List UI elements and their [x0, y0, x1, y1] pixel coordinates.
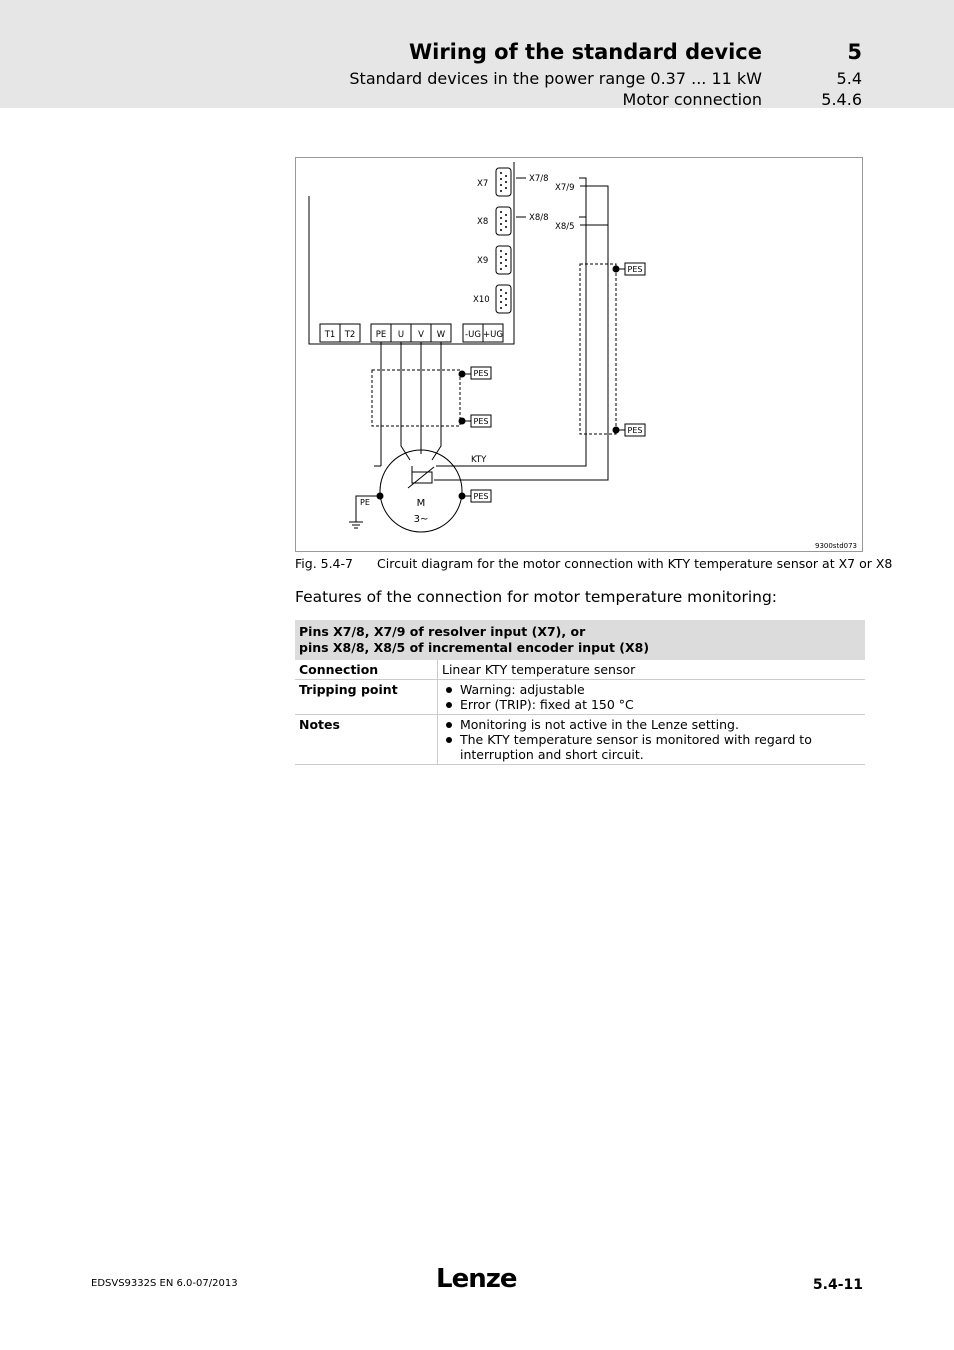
row-label: Tripping point	[295, 680, 438, 715]
terminal-u: U	[397, 330, 405, 340]
row-label: Notes	[295, 715, 438, 765]
terminal-v: V	[418, 330, 424, 340]
terminal-strip	[320, 324, 503, 342]
pe-label: PE	[360, 498, 370, 507]
chapter-title: Wiring of the standard device	[408, 40, 762, 64]
pes-label: PES	[473, 492, 489, 501]
document-id: EDSVS9332S EN 6.0-07/2013	[91, 1278, 238, 1289]
kty-sensor	[412, 472, 432, 483]
x8-8-label: X8/8	[529, 213, 549, 223]
terminal-pe: PE	[375, 330, 387, 340]
motor-m-label: M	[416, 498, 426, 509]
kty-cable-shield	[580, 264, 616, 434]
x9-label: X9	[477, 256, 489, 266]
table-row	[295, 680, 865, 715]
x7-label: X7	[477, 179, 489, 189]
x8-5-label: X8/5	[555, 222, 575, 232]
shield-contact-dot	[613, 266, 619, 272]
shield-contact-dot	[459, 418, 465, 424]
section-number: 5.4	[836, 69, 862, 88]
section-title: Standard devices in the power range 0.37 ... 11 kW	[349, 69, 762, 88]
connector-x9	[477, 246, 511, 274]
features-table	[295, 620, 865, 765]
connector-x7	[477, 168, 511, 196]
motor-housing-dot	[459, 493, 465, 499]
pes-label: PES	[473, 417, 489, 426]
row-value: Linear KTY temperature sensor	[438, 660, 866, 680]
x7-8-label: X7/8	[529, 174, 549, 184]
pin-leads	[516, 178, 526, 217]
motor-phase-label: 3~	[413, 514, 429, 525]
connector-x8	[477, 207, 511, 235]
motor-power-cable	[381, 342, 441, 466]
device-enclosure	[309, 162, 514, 344]
figure-caption: Circuit diagram for the motor connection with KTY temperature sensor at X7 or X8	[377, 556, 893, 571]
terminal-plus-ug: +UG	[483, 330, 503, 340]
table-row	[295, 660, 865, 680]
table-header: Pins X7/8, X7/9 of resolver input (X7), or pins X8/8, X8/5 of incremental encoder input (X8)	[295, 620, 865, 660]
pes-label: PES	[473, 369, 489, 378]
terminal-w: W	[436, 330, 446, 340]
pes-label: PES	[627, 265, 643, 274]
kty-label: KTY	[471, 455, 487, 465]
chapter-number: 5	[847, 40, 862, 64]
subsection-number: 5.4.6	[821, 90, 862, 109]
x8-label: X8	[477, 217, 489, 227]
table-row	[295, 715, 865, 765]
shield-contact-dot	[613, 427, 619, 433]
subsection-title: Motor connection	[622, 90, 762, 109]
terminal-t1: T1	[324, 330, 336, 340]
lenze-logo: Lenze	[436, 1264, 517, 1294]
page-number: 5.4-11	[812, 1277, 863, 1293]
list-item: Error (TRIP): fixed at 150 °C	[442, 697, 861, 712]
shield-contact-dot	[459, 371, 465, 377]
list-item: The KTY temperature sensor is monitored with regard to interruption and short circuit.	[442, 732, 861, 762]
circuit-diagram	[295, 157, 863, 552]
list-item: Monitoring is not active in the Lenze setting.	[442, 717, 861, 732]
connector-x10	[473, 285, 511, 313]
pes-label: PES	[627, 426, 643, 435]
kty-signal-cable	[434, 194, 608, 480]
x10-label: X10	[473, 295, 490, 305]
section-heading: Features of the connection for motor temperature monitoring:	[295, 588, 778, 606]
row-label: Connection	[295, 660, 438, 680]
list-item: Warning: adjustable	[442, 682, 861, 697]
x7-9-label: X7/9	[555, 183, 575, 193]
pin-x7-9-x8-5-wire	[580, 186, 608, 237]
cable-shield	[372, 370, 460, 426]
terminal-t2: T2	[344, 330, 356, 340]
figure-number: Fig. 5.4-7	[295, 556, 353, 571]
terminal-minus-ug: -UG	[465, 330, 481, 340]
figure-code: 9300std073	[814, 542, 857, 550]
